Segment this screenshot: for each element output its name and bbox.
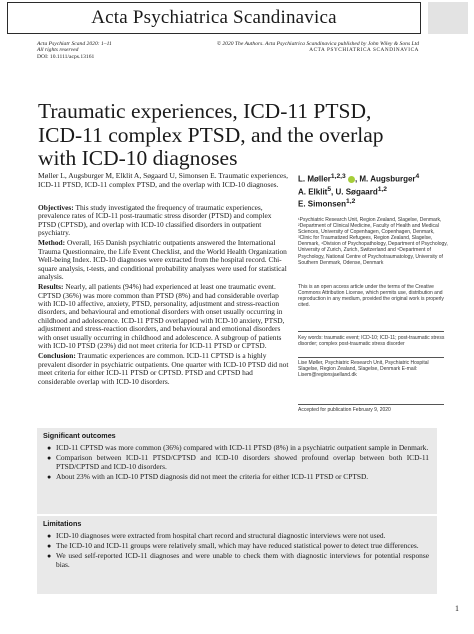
journal-caps: ACTA PSYCHIATRICA SCANDINAVICA (309, 47, 419, 54)
accepted-date: Accepted for publication February 9, 2020 (298, 407, 391, 413)
author-sogaard-affil: 1,2 (377, 185, 387, 193)
author-elklit-affil: 5 (327, 185, 332, 193)
author-line-2 (298, 185, 448, 198)
author-sogaard[interactable]: , U. Søgaard (331, 187, 378, 197)
abstract (38, 204, 290, 388)
journal-citation: Acta Psychiatr Scand 2020: 1–11 (37, 41, 112, 47)
bullet-icon: ● (47, 444, 52, 452)
rights-note: All rights reserved (37, 47, 79, 54)
copyright-line: © 2020 The Authors. Acta Psychiatrica Scandinavica published by John Wiley & Sons Ltd (216, 41, 419, 47)
significant-outcomes-box (37, 428, 437, 514)
limitations-box (37, 516, 437, 594)
page-number: 1 (455, 604, 459, 613)
author-list (298, 172, 448, 210)
abstract-method (38, 239, 290, 281)
significant-outcomes-list (37, 442, 437, 487)
correspondence: Lise Møller, Psychiatric Research Unit, Psychiatric Hospital Slagelse, Region Zealand, Slagelse, Denmark E-mail: Lisem@regionsjaelland.dk (298, 360, 429, 379)
objectives-label: Objectives: (38, 203, 74, 212)
list-item-text: ICD-11 CPTSD was more common (36%) compared with ICD-11 PTSD (8%) in a psychiatric outpatient sample in Denmark. (56, 443, 429, 452)
author-augsburger-affil: 4 (415, 173, 420, 180)
list-item-text: About 23% with an ICD-10 PTSD diagnosis did not meet the criteria for either ICD-11 PTSD or CPTSD. (56, 471, 369, 481)
objectives-text: This study investigated the frequency of traumatic experiences, prevalence rates of ICD-11 post-traumatic stress disorder (PTSD) and complex PTSD (CPTSD), and overlap with ICD-10 classified disorders in outpatient psychiatry. (38, 203, 272, 238)
journal-title: Acta Psychiatrica Scandinavica (91, 7, 337, 28)
author-augsburger[interactable]: , M. Augsburger (354, 174, 416, 184)
list-item (47, 531, 429, 541)
list-item (47, 540, 429, 551)
list-item (47, 452, 429, 471)
abstract-results (38, 283, 290, 351)
journal-banner (7, 2, 421, 34)
divider (298, 357, 444, 358)
limitations-list (37, 530, 437, 575)
author-simonsen[interactable]: E. Simonsen (298, 199, 347, 209)
author-line-1 (298, 172, 448, 185)
license-note: This is an open access article under the terms of the Creative Commons Attribution License, which permits use, distribution and reproduction in any medium, provided the original work is properly cited. (298, 284, 444, 309)
bullet-icon: ● (47, 541, 52, 550)
results-label: Results: (38, 282, 64, 292)
bullet-icon: ● (47, 453, 52, 462)
abstract-conclusion (38, 352, 290, 386)
affiliations: ¹Psychiatric Research Unit, Region Zealand, Slagelse, Denmark, ²Department of Clinical Medicine, Faculty of Health and Medical Sciences, University of Copenhagen, Copenhagen, Denmark, ³Clinic for Traumatized Refugees, Region Zealand, Slagelse, Denmark, ⁴Division of Psychopathology, Department of Psychology, University of Zurich, Zurich, Switzerland and ⁵Department of Psychology, National Centre of Psychotraumatology, University of Southern Denmark, Odense, Denmark (298, 217, 448, 266)
author-line-3 (298, 197, 448, 210)
results-text: Nearly, all patients (94%) had experienced at least one traumatic event. CPTSD (36%) was more common than PTSD (8%) and had considerable overlap with ICD-10 affective, anxiety, PTSD, personality, adjustment and stress-reaction disorders, and behavioural and emotional disorders with onset usually occurring in childhood and adolescence. ICD-11 PTSD overlapped with ICD-10 anxiety, PTSD, adjustment and stress-reaction disorders, and behavioural and emotional disorders with onset usually occurring in childhood and adolescence. A subgroup of patients with ICD-10 PTSD (23%) did not meet criteria for ICD-11 PTSD or CPTSD. (38, 282, 285, 351)
citation-meta (37, 41, 112, 60)
list-item (47, 550, 429, 569)
abstract-objectives (38, 204, 290, 238)
article-citation: Møller L, Augsburger M, Elklit A, Søgaard U, Simonsen E. Traumatic experiences, ICD-11 PTSD, ICD-11 complex PTSD, and the overlap with ICD-10 diagnoses. (38, 171, 289, 189)
article-title: Traumatic experiences, ICD-11 PTSD, ICD-11 complex PTSD, and the overlap with ICD-10 diagnoses (38, 99, 384, 171)
method-text: Overall, 165 Danish psychiatric outpatients answered the International Trauma Questionnaire, the Life Event Checklist, and the World Health Organization Well-being Index. ICD-10 diagnoses were extracted from the hospital record. Chi-square analysis, t-tests, and conditional probability analyses were used for statistical analysis. (38, 238, 287, 282)
keywords: Key words: traumatic event; ICD-10; ICD-11; post-traumatic stress disorder; complex post-traumatic stress disorder (298, 335, 445, 348)
author-moller-affil: 1,2,3 (330, 173, 346, 180)
method-label: Method: (38, 238, 66, 248)
author-moller[interactable]: L. Møller (298, 174, 331, 184)
significant-outcomes-heading: Significant outcomes (43, 431, 116, 440)
conclusion-label: Conclusion: (38, 351, 76, 361)
bullet-icon: ● (47, 472, 52, 481)
list-item-text: ICD-10 diagnoses were extracted from hospital chart record and structural diagnostic interviews were not used. (56, 531, 386, 540)
list-item-text: The ICD-10 and ICD-11 groups were relatively small, which may have reduced statistical power to detect true differences. (56, 540, 419, 550)
bullet-icon: ● (47, 551, 52, 560)
author-simonsen-affil: 1,2 (346, 198, 356, 206)
divider (298, 331, 444, 332)
conclusion-text: Traumatic experiences are common. ICD-11 CPTSD is a highly prevalent disorder in psychiatric outpatients. One quarter with ICD-10 PTSD did not meet criteria for either ICD-11 PTSD or CPTSD. PTSD and CPTSD had considerable overlap with ICD-10 disorders. (38, 351, 289, 386)
doi[interactable]: DOI: 10.1111/acps.13161 (37, 53, 95, 60)
list-item-text: We used self-reported ICD-11 diagnoses and were unable to check them with diagnostic interviews for potential response bias. (56, 550, 429, 569)
copyright-meta (217, 41, 419, 54)
limitations-heading: Limitations (43, 519, 82, 528)
orcid-icon[interactable] (348, 176, 355, 183)
list-item-text: Comparison between ICD-11 PTSD/CPTSD and ICD-10 disorders showed profound overlap between both ICD-11 PTSD/CPTSD and ICD-10 disorders. (56, 452, 429, 471)
divider (298, 404, 444, 405)
bullet-icon: ● (47, 532, 52, 540)
list-item (47, 443, 429, 453)
author-elklit[interactable]: A. Elklit (298, 187, 328, 197)
cover-thumbnail (428, 2, 468, 34)
list-item (47, 471, 429, 482)
